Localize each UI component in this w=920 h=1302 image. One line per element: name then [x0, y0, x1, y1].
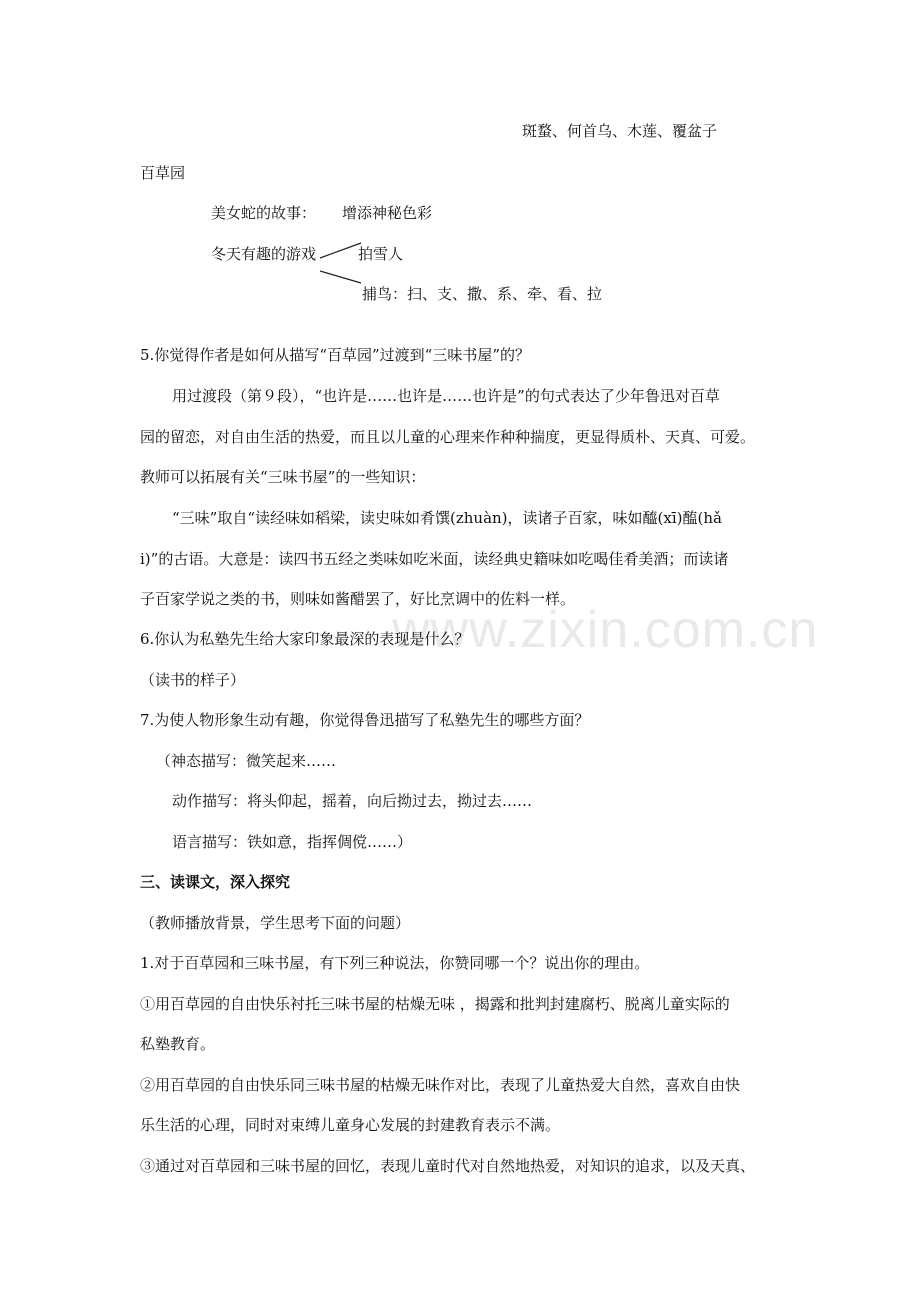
answer-5-line-2: 园的留恋，对自由生活的热爱，而且以儿童的心理来作种种揣度，更显得质朴、天真、可爱。 [140, 428, 756, 446]
diagram-snake-effect: 增添神秘色彩 [342, 204, 433, 222]
connector-line-bird [320, 271, 361, 283]
diagram-items-top: 斑蝥、何首乌、木莲、覆盆子 [522, 122, 718, 140]
question-5: 5.你觉得作者是如何从描写“百草园”过渡到“三味书屋”的？ [140, 346, 530, 364]
diagram-snowman: 拍雪人 [358, 245, 404, 263]
answer-7-action: 动作描写：将头仰起，摇着，向后拗过去，拗过去…… [172, 792, 533, 810]
diagram-snake-story: 美女蛇的故事： [211, 204, 317, 222]
question-7: 7.为使人物形象生动有趣，你觉得鲁迅描写了私塾先生的哪些方面？ [140, 711, 590, 729]
answer-5-line-3: 教师可以拓展有关“三味书屋”的一些知识： [140, 468, 426, 486]
answer-6: （读书的样子） [140, 671, 246, 689]
answer-7-speech: 语言描写：铁如意，指挥倜傥……） [172, 833, 413, 851]
sanwei-line-2: i)”的古语。大意是：读四书五经之类味如吃米面，读经典史籍味如吃喝佳肴美酒；而读诸 [140, 550, 729, 568]
section-3-question-1: 1.对于百草园和三味书屋，有下列三种说法，你赞同哪一个？说出你的理由。 [140, 954, 650, 972]
section-3-intro: （教师播放背景，学生思考下面的问题） [140, 914, 411, 932]
sanwei-line-1: “三味”取自“读经味如稻梁，读史味如肴馔(zhuàn)，读诸子百家，味如醯(xī)醢(hǎ [172, 509, 722, 527]
answer-7-expression: （神态描写：微笑起来…… [156, 752, 337, 770]
watermark: www.zixin.com.cn [392, 601, 819, 659]
sanwei-line-3: 子百家学说之类的书，则味如酱醋罢了，好比烹调中的佐料一样。 [140, 590, 576, 608]
question-6: 6.你认为私塾先生给大家印象最深的表现是什么？ [140, 630, 470, 648]
diagram-bird-catching: 捕鸟：扫、支、撒、系、牵、看、拉 [362, 285, 603, 303]
option-1-line-1: ①用百草园的自由快乐衬托三味书屋的枯燥无味 ，揭露和批判封建腐朽、脱离儿童实际的 [140, 995, 730, 1013]
section-3-heading: 三、读课文，深入探究 [140, 873, 291, 891]
option-2-line-2: 乐生活的心理，同时对束缚儿童身心发展的封建教育表示不满。 [140, 1116, 561, 1134]
diagram-connector-lines [0, 0, 920, 320]
diagram-root-label: 百草园 [140, 164, 186, 182]
option-2-line-1: ②用百草园的自由快乐同三味书屋的枯燥无味作对比，表现了儿童热爱大自然，喜欢自由快 [140, 1076, 741, 1094]
answer-5-line-1: 用过渡段（第９段），“也许是……也许是……也许是”的句式表达了少年鲁迅对百草 [172, 387, 720, 405]
connector-line-snowman [320, 243, 361, 258]
option-3-line-1: ③通过对百草园和三味书屋的回忆，表现儿童时代对自然地热爱，对知识的追求，以及天真、 [140, 1157, 756, 1175]
diagram-winter-games: 冬天有趣的游戏 [211, 245, 317, 263]
option-1-line-2: 私塾教育。 [140, 1035, 216, 1053]
